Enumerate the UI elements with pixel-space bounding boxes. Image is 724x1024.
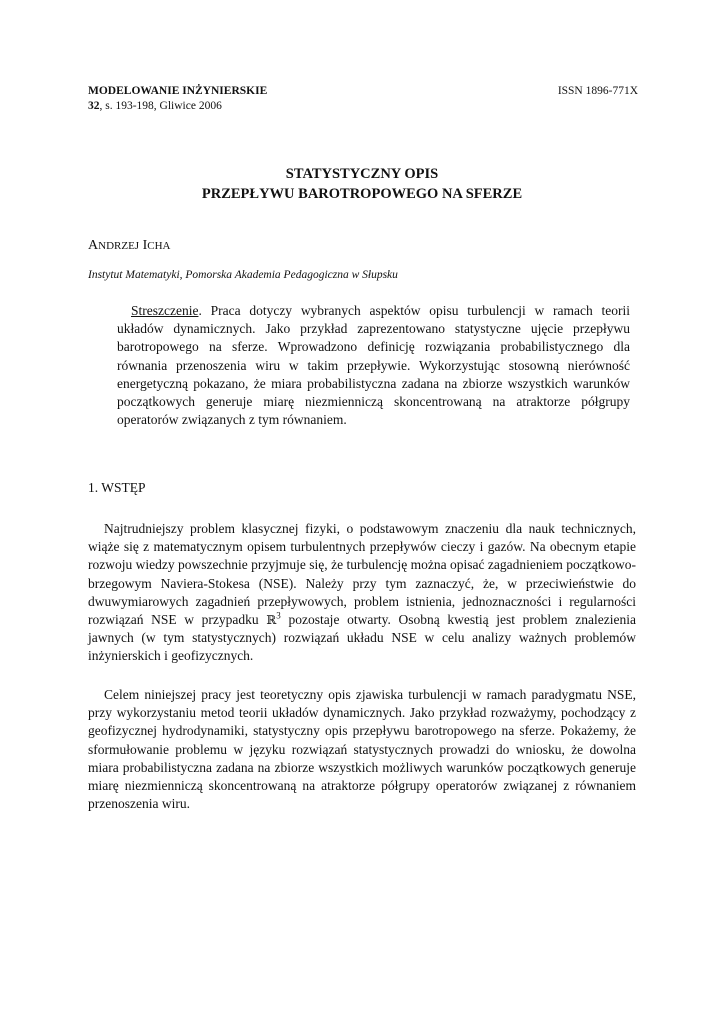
journal-name: MODELOWANIE INŻYNIERSKIE — [88, 85, 268, 97]
journal-volume-line — [88, 99, 267, 114]
author-last-rest: CHA — [147, 240, 171, 252]
author-last-initial: I — [142, 238, 148, 253]
real-space-symbol: ℝ — [266, 613, 277, 628]
real-space-exponent: 3 — [276, 610, 281, 621]
title-line-2: PRZEPŁYWU BAROTROPOWEGO NA SFERZE — [201, 186, 523, 202]
abstract-label: Streszczenie — [131, 303, 199, 318]
author-first-rest: NDRZEJ — [98, 240, 140, 252]
journal-header — [88, 84, 267, 114]
issn: ISSN 1896-771X — [557, 85, 638, 97]
author-first-initial: A — [88, 238, 99, 253]
author-name — [88, 238, 170, 254]
paragraph-1-after: pozostaje otwarty. Osobną kwestią jest problem znalezienia jawnych (w tym statystycznych) rozwiązań układu NSE w celu analizy ważnych problemów inżynierskich i geofizycznych. — [88, 612, 637, 664]
author-affiliation: Instytut Matematyki, Pomorska Akademia Pedagogiczna w Słupsku — [88, 269, 398, 281]
paragraph-2: Celem niniejszej pracy jest teoretyczny opis zjawiska turbulencji w ramach paradygmatu NSE, przy wykorzystaniu metod teorii układów dynamicznych. Jako przykład rozważymy, pochodzący z geofizycznej hydrodynamiki, statystyczny opis przepływu barotropowego na sferze. Pokażemy, że sformułowanie problemu w języku rozwiązań statystycznych prowadzi do wniosku, że dowolna miara probabilistyczna zadana na zbiorze wszystkich możliwych warunków początkowych generuje miarę niezmienniczą skoncentrowaną na atraktorze półgrupy operatorów związanej z równaniem przenoszenia wiru. — [88, 687, 636, 812]
abstract — [117, 302, 630, 429]
title-line-1: STATYSTYCZNY OPIS — [285, 166, 439, 182]
paragraph-1 — [88, 520, 636, 666]
journal-volume: 32 — [88, 100, 100, 112]
section-heading: 1. WSTĘP — [88, 480, 146, 495]
journal-pages: , s. 193-198, Gliwice 2006 — [99, 100, 222, 112]
paragraph-1-before: Najtrudniejszy problem klasycznej fizyki, o podstawowym znaczeniu dla nauk technicznych, wiąże się z matematycznym opisem turbulentnych przepływów cieczy i gazów. Na obecnym etapie rozwoju wiedzy powszechnie przyjmuje się, że turbulencję można opisać zagadnieniem początkowo-brzegowym Naviera-Stokesa (NSE). Należy przy tym zaznaczyć, że, w przeciwieństwie do dwuwymiarowych zagadnień przepływowych, problem istnienia, jednoznaczności i regularności rozwiązań NSE w przypadku — [88, 521, 636, 628]
paper-title — [88, 164, 636, 204]
abstract-text: . Praca dotyczy wybranych aspektów opisu turbulencji w ramach teorii układów dynamicznych. Jako przykład zaprezentowano statystyczne ujęcie przepływu barotropowego na sferze. Wprowadzono definicję rozwiązania probabilistycznego dla równania przenoszenia wiru w takim przepływie. Wykorzystując stosowną nierówność energetyczną pokazano, że miara probabilistyczna zadana na zbiorze wszystkich warunków początkowych generuje miarę niezmienniczą skoncentrowaną na atraktorze półgrupy operatorów związanych z tym równaniem. — [117, 303, 630, 428]
